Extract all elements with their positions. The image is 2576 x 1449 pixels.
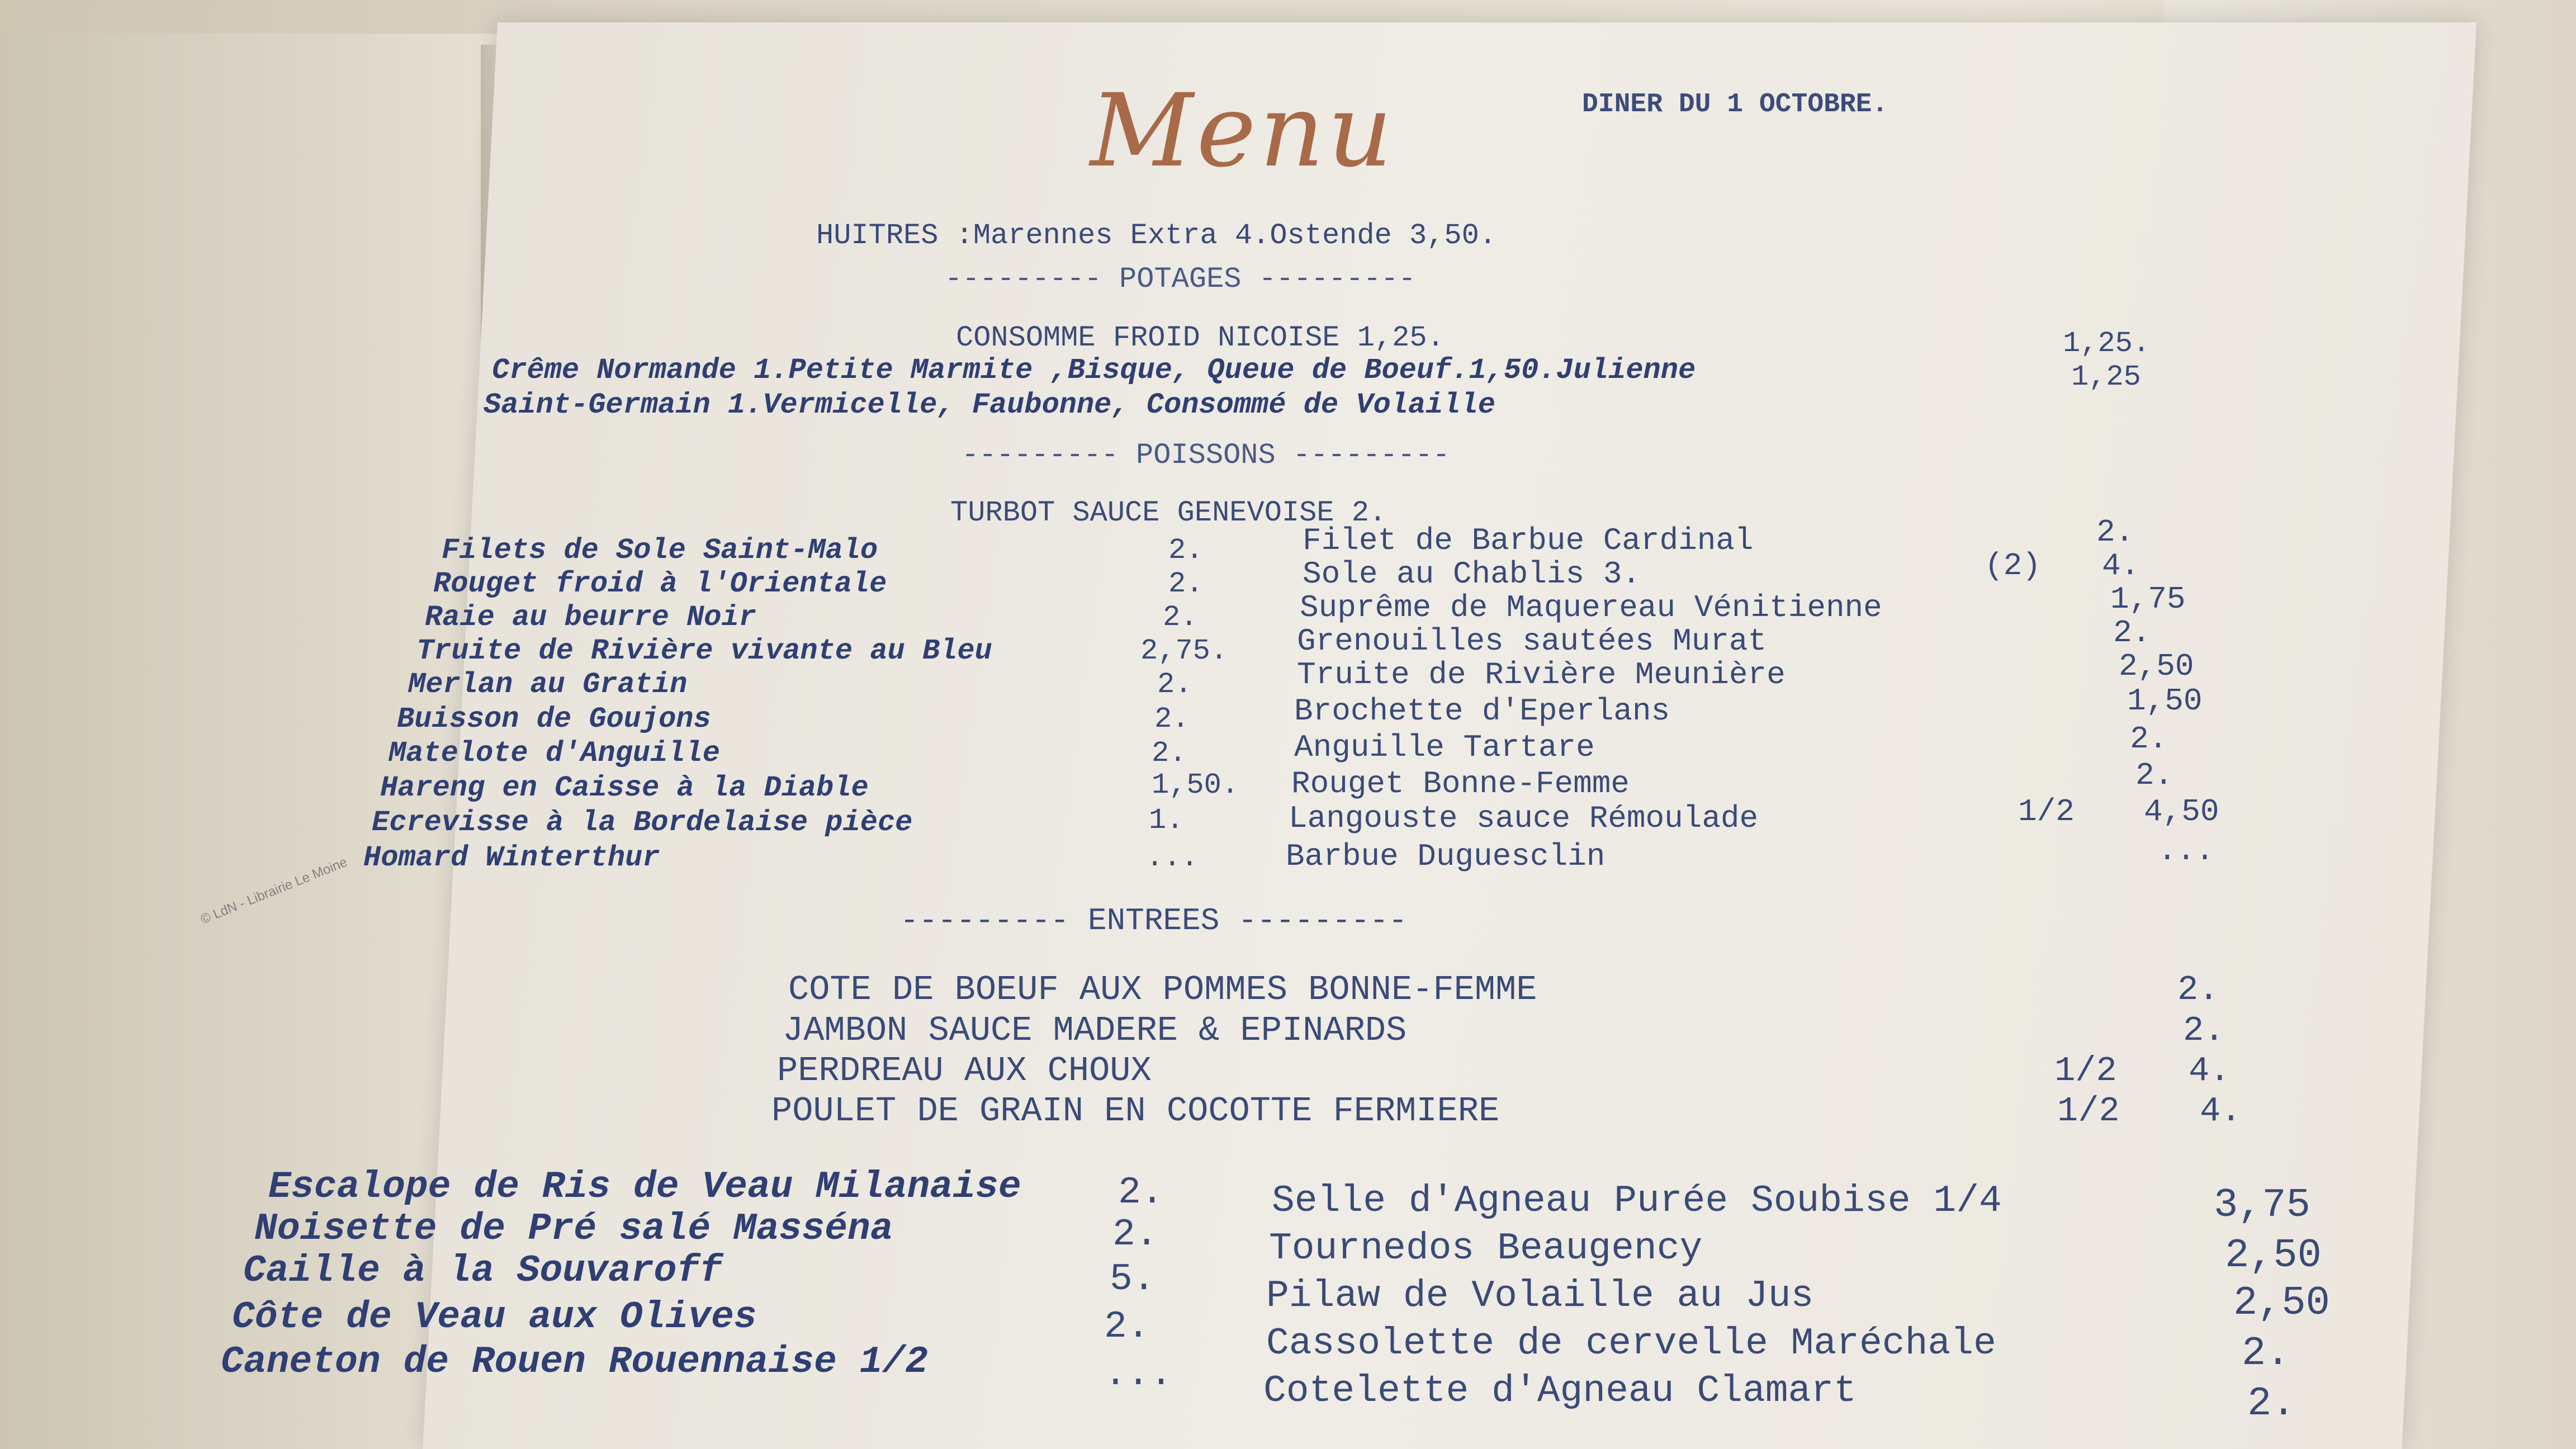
dish-item: Caille à la Souvaroff: [243, 1249, 722, 1292]
potage-line: CONSOMME FROID NICOISE 1,25.: [956, 321, 1445, 354]
fish-price: ...: [2158, 833, 2214, 869]
poissons-special: TURBOT SAUCE GENEVOISE 2.: [950, 496, 1387, 529]
fish-price: 2.: [2130, 721, 2168, 757]
fish-item: Grenouilles sautées Murat: [1297, 623, 1767, 659]
fish-note: 1/2: [2018, 794, 2075, 830]
potage-price: 1,25.: [2063, 327, 2151, 360]
dish-item: Cassolette de cervelle Maréchale: [1266, 1322, 1996, 1365]
fish-item: Merlan au Gratin: [408, 668, 688, 701]
fish-item: Raie au beurre Noir: [425, 601, 756, 634]
dish-price: 2.: [2242, 1330, 2290, 1376]
fish-item: Langouste sauce Rémoulade: [1289, 801, 1759, 836]
watermark-text: © LdN - Librairie Le Moine: [198, 854, 350, 927]
fish-item: Anguille Tartare: [1294, 730, 1595, 765]
fish-item: Rouget froid à l'Orientale: [433, 567, 887, 600]
entree-item: POULET DE GRAIN EN COCOTTE FERMIERE: [771, 1091, 1500, 1131]
dish-price: 2.: [1104, 1305, 1150, 1348]
dish-price: 2.: [2247, 1381, 2296, 1427]
fish-price: 4,50: [2144, 794, 2219, 830]
entree-note: 1/2: [2057, 1091, 2120, 1131]
dish-item: Noisette de Pré salé Masséna: [254, 1208, 893, 1251]
fish-price: 4.: [2102, 548, 2140, 584]
dish-item: Cotelette d'Agneau Clamart: [1263, 1370, 1857, 1413]
fish-item: Suprême de Maquereau Vénitienne: [1300, 590, 1882, 626]
fish-price: 2.: [1163, 601, 1198, 634]
entree-item: JAMBON SAUCE MADERE & EPINARDS: [783, 1011, 1407, 1050]
entree-note: 1/2: [2054, 1051, 2117, 1091]
fish-item: Filet de Barbue Cardinal: [1303, 523, 1754, 558]
fish-item: Hareng en Caisse à la Diable: [380, 771, 869, 804]
fish-price: 2,75.: [1140, 634, 1228, 667]
entree-item: PERDREAU AUX CHOUX: [777, 1051, 1152, 1091]
dish-item: Tournedos Beaugency: [1269, 1227, 1703, 1270]
fish-price: 1,50.: [1152, 769, 1239, 802]
fish-price: 2,50: [2119, 648, 2194, 684]
entree-price: 4.: [2200, 1091, 2242, 1131]
fish-price: 2.: [1152, 737, 1187, 770]
fish-item: Truite de Rivière vivante au Bleu: [416, 634, 992, 667]
dish-price: 3,75: [2214, 1182, 2310, 1228]
fish-price: 2.: [1168, 534, 1204, 567]
fish-price: 1,75: [2110, 581, 2186, 617]
fish-item: Homard Winterthur: [363, 841, 660, 874]
potage-line: Crême Normande 1.Petite Marmite ,Bisque, Queue de Boeuf.1,50.Julienne: [492, 354, 1696, 387]
entrees-heading: --------- ENTREES ---------: [900, 903, 1408, 939]
potage-line: Saint-Germain 1.Vermicelle, Faubonne, Consommé de Volaille: [484, 389, 1495, 422]
entree-item: COTE DE BOEUF AUX POMMES BONNE-FEMME: [788, 970, 1537, 1010]
fish-price: 2.: [1168, 567, 1204, 600]
fish-item: Barbue Duguesclin: [1286, 839, 1606, 874]
fish-price: 2.: [1157, 668, 1192, 701]
fish-item: Filets de Sole Saint-Malo: [442, 534, 878, 567]
fish-item: Matelote d'Anguille: [389, 737, 720, 770]
dish-item: Escalope de Ris de Veau Milanaise: [268, 1166, 1021, 1209]
fish-item: Ecrevisse à la Bordelaise pièce: [372, 806, 913, 839]
dish-price: 2,50: [2225, 1233, 2322, 1278]
fish-price: 2.: [2096, 514, 2134, 550]
potages-heading: --------- POTAGES ---------: [945, 263, 1416, 296]
fish-price: 1.: [1149, 804, 1184, 837]
fish-item: Sole au Chablis 3.: [1303, 556, 1641, 592]
poissons-heading: --------- POISSONS ---------: [962, 439, 1450, 472]
fish-price: ...: [1146, 841, 1199, 874]
fish-item: Buisson de Goujons: [397, 703, 711, 736]
dish-price: 2.: [1118, 1171, 1164, 1214]
dish-price: 2.: [1112, 1213, 1158, 1256]
huitres-line: HUITRES :Marennes Extra 4.Ostende 3,50.: [816, 219, 1497, 252]
dish-price: 2,50: [2233, 1280, 2330, 1326]
potage-price: 1,25: [2071, 361, 2141, 394]
menu-date: DINER DU 1 OCTOBRE.: [1582, 89, 1888, 120]
dish-item: Côte de Veau aux Olives: [232, 1296, 757, 1339]
fish-note: (2): [1985, 548, 2041, 584]
fish-price: 2.: [2113, 615, 2151, 651]
entree-price: 2.: [2177, 970, 2219, 1010]
menu-title: Menu: [1090, 73, 1396, 190]
dish-item: Selle d'Agneau Purée Soubise 1/4: [1272, 1180, 2002, 1223]
fish-item: Truite de Rivière Meunière: [1297, 657, 1786, 693]
fish-item: Rouget Bonne-Femme: [1291, 766, 1630, 802]
entree-price: 2.: [2183, 1011, 2225, 1050]
fish-price: 1,50: [2127, 683, 2203, 719]
fish-price: 2.: [1154, 703, 1190, 736]
entree-price: 4.: [2189, 1051, 2231, 1091]
fish-item: Brochette d'Eperlans: [1294, 693, 1670, 729]
dish-price: 5.: [1110, 1258, 1156, 1301]
dish-item: Caneton de Rouen Rouennaise 1/2: [221, 1341, 929, 1384]
fish-price: 2.: [2135, 757, 2174, 793]
dish-item: Pilaw de Volaille au Jus: [1266, 1275, 1814, 1318]
dish-price: ...: [1104, 1353, 1173, 1396]
